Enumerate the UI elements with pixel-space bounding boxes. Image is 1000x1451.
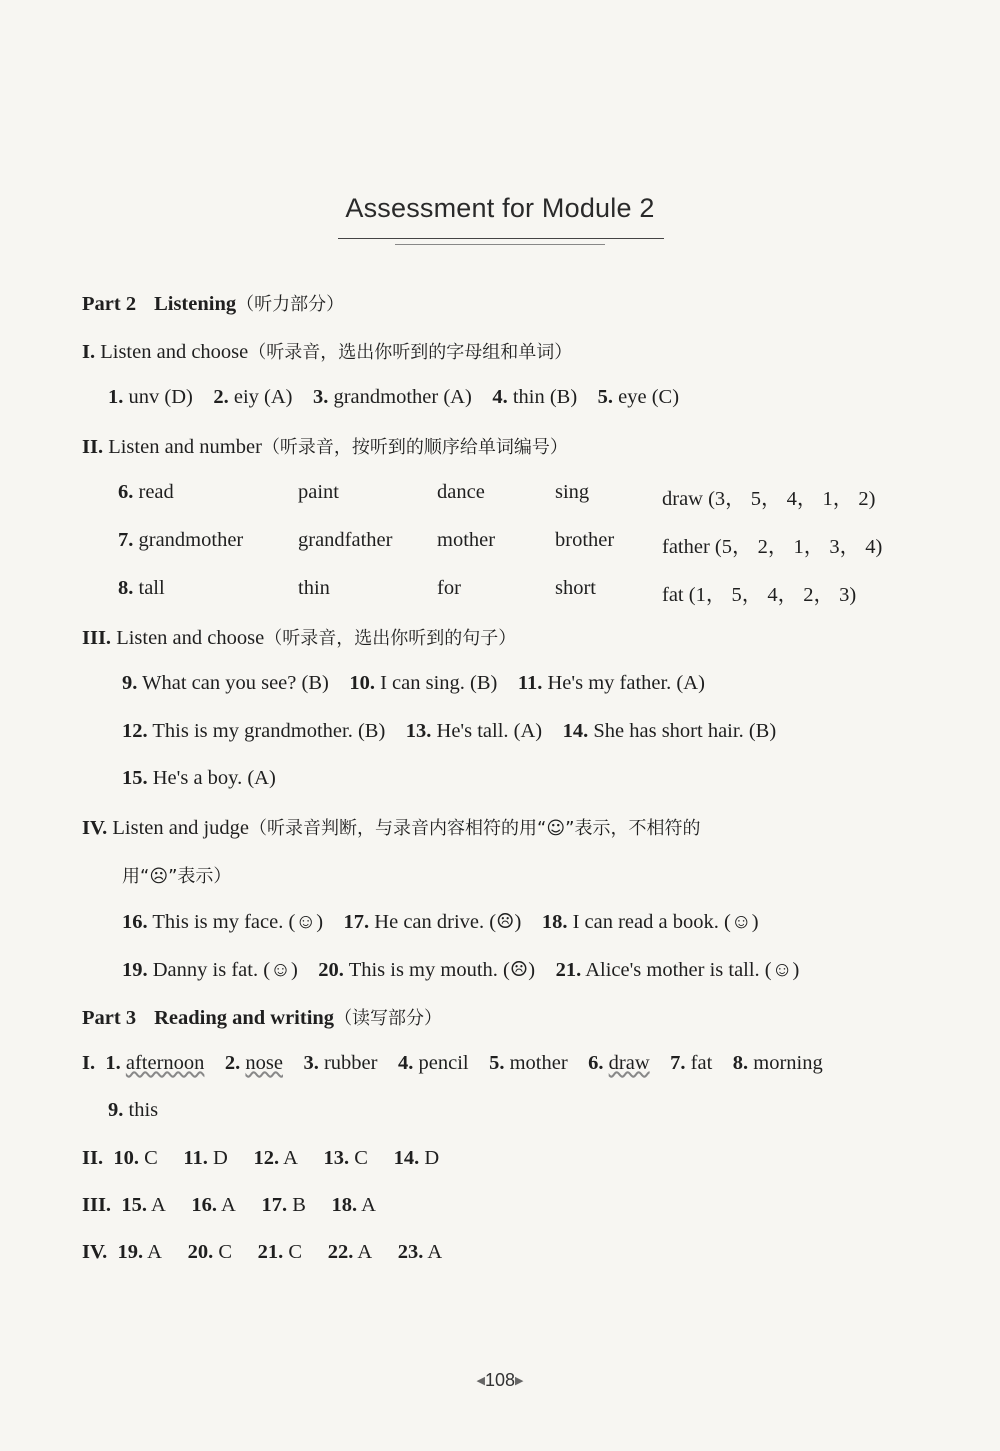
item-answer: nose: [245, 1052, 283, 1074]
part2-cn: （听力部分）: [236, 294, 345, 315]
item-answer: unv (D): [128, 386, 193, 408]
item-answer: C: [354, 1147, 368, 1169]
section-roman: I.: [82, 341, 96, 363]
item-number: 11.: [183, 1147, 208, 1169]
item-number: 15.: [121, 1194, 147, 1216]
item-number: 19.: [117, 1241, 144, 1263]
item-answer: A: [427, 1241, 443, 1263]
answer-row: [108, 386, 679, 409]
item-number: 9.: [108, 1099, 124, 1121]
item-number: 14.: [393, 1147, 420, 1169]
item-number: 11.: [517, 672, 543, 694]
table-cell: [118, 529, 243, 552]
item-answer: fat: [690, 1052, 713, 1074]
answer-row: [122, 720, 776, 743]
title-underline-secondary: [395, 244, 605, 245]
word: for: [437, 577, 461, 599]
word: brother: [555, 529, 615, 551]
answer-row: [82, 1194, 376, 1217]
item-answer: He can drive. (☹): [374, 911, 522, 933]
item-number: 16.: [191, 1194, 217, 1216]
item-answer: He's tall. (A): [436, 720, 543, 742]
word: grandmother: [138, 529, 244, 551]
item-number: 6.: [588, 1052, 604, 1074]
word: tall: [138, 577, 165, 599]
item-number: 6.: [118, 481, 134, 503]
word: father (5， 2， 1， 3， 4): [662, 536, 883, 558]
part3-name: Reading and writing: [154, 1007, 335, 1029]
answer-row: [82, 1147, 439, 1170]
item-number: 2.: [213, 386, 229, 408]
part3-cn: （读写部分）: [334, 1008, 443, 1029]
item-answer: This is my mouth. (☹): [348, 959, 536, 981]
item-number: 5.: [489, 1052, 505, 1074]
item-answer: C: [288, 1241, 303, 1263]
item-answer: morning: [753, 1052, 823, 1074]
section-text: Listen and choose: [100, 341, 249, 363]
section-roman: III.: [82, 1194, 112, 1216]
item-number: 19.: [122, 959, 148, 981]
item-number: 1.: [105, 1052, 121, 1074]
item-number: 20.: [318, 959, 344, 981]
item-answer: D: [424, 1147, 440, 1169]
title-underline: [338, 238, 664, 239]
item-answer: C: [144, 1147, 158, 1169]
section-roman: I.: [82, 1052, 96, 1074]
section-roman: II.: [82, 1147, 104, 1169]
item-number: 4.: [492, 386, 508, 408]
item-number: 12.: [122, 720, 148, 742]
item-number: 16.: [122, 911, 148, 933]
part2-label: Part 2: [82, 293, 137, 315]
section-heading: [82, 814, 700, 840]
word: short: [555, 577, 596, 599]
part3-label: Part 3: [82, 1007, 137, 1029]
item-answer: He's a boy. (A): [152, 767, 276, 789]
item-number: 9.: [122, 672, 138, 694]
item-answer: I can read a book. (☺): [572, 911, 759, 933]
item-number: 10.: [113, 1147, 139, 1169]
item-answer: afternoon: [125, 1052, 205, 1074]
section-cn: （听录音判断，与录音内容相符的用“☺”表示，不相符的: [249, 818, 701, 839]
item-answer: She has short hair. (B): [593, 720, 777, 742]
item-answer: this: [128, 1099, 159, 1121]
answer-row: [122, 672, 705, 695]
section-heading: [82, 338, 572, 364]
item-answer: Alice's mother is tall. (☺): [585, 959, 800, 981]
item-number: 18.: [541, 911, 568, 933]
section-text: Listen and choose: [116, 627, 265, 649]
item-answer: This is my face. (☺): [152, 911, 324, 933]
section-roman: IV.: [82, 1241, 108, 1263]
word: sing: [555, 481, 590, 503]
item-answer: A: [361, 1194, 376, 1216]
item-answer: A: [357, 1241, 373, 1263]
item-number: 10.: [349, 672, 375, 694]
item-number: 17.: [343, 911, 370, 933]
word: read: [138, 481, 174, 503]
section-roman: IV.: [82, 817, 108, 839]
item-answer: A: [283, 1147, 298, 1169]
section-cn-continued: 用“☹”表示）: [122, 866, 232, 887]
item-answer: grandmother (A): [333, 386, 472, 408]
word: fat (1， 5， 4， 2， 3): [662, 584, 857, 606]
item-number: 13.: [323, 1147, 350, 1169]
item-answer: Danny is fat. (☺): [152, 959, 298, 981]
part2-name: Listening: [154, 293, 237, 315]
item-number: 7.: [118, 529, 134, 551]
item-number: 18.: [331, 1194, 358, 1216]
section-text: Listen and number: [108, 436, 262, 458]
table-cell: [118, 577, 165, 600]
left-triangle-icon: ◀: [476, 1375, 485, 1387]
item-number: 21.: [555, 959, 582, 981]
section-heading: [82, 624, 516, 650]
item-number: 12.: [253, 1147, 280, 1169]
section-roman: III.: [82, 627, 112, 649]
item-number: 13.: [405, 720, 432, 742]
word: thin: [298, 577, 330, 599]
item-number: 4.: [398, 1052, 414, 1074]
item-answer: A: [150, 1194, 166, 1216]
section-cn: （听录音，选出你听到的句子）: [264, 628, 517, 649]
item-answer: eye (C): [618, 386, 680, 408]
item-answer: This is my grandmother. (B): [152, 720, 386, 742]
item-answer: A: [221, 1194, 236, 1216]
item-answer: draw: [608, 1052, 650, 1074]
item-number: 5.: [597, 386, 614, 408]
item-number: 1.: [108, 386, 124, 408]
item-number: 3.: [312, 386, 329, 408]
item-number: 7.: [670, 1052, 686, 1074]
item-number: 8.: [118, 577, 134, 599]
item-answer: eiy (A): [233, 386, 293, 408]
item-number: 8.: [732, 1052, 749, 1074]
answer-row: [122, 767, 276, 790]
item-answer: What can you see? (B): [142, 672, 329, 694]
page-number: [0, 1370, 1000, 1391]
answer-row: [122, 957, 799, 982]
answer-row: [122, 909, 759, 934]
word: dance: [437, 481, 485, 503]
answer-row: [108, 1099, 158, 1122]
item-answer: He's my father. (A): [547, 672, 705, 694]
item-answer: C: [218, 1241, 233, 1263]
item-answer: pencil: [418, 1052, 469, 1074]
item-answer: D: [213, 1147, 228, 1169]
item-number: 15.: [122, 767, 148, 789]
page-number-text: 108: [484, 1370, 516, 1390]
answer-row: [82, 1241, 442, 1264]
item-number: 2.: [224, 1052, 241, 1074]
item-number: 3.: [303, 1052, 319, 1074]
section-cn: （听录音，按听到的顺序给单词编号）: [261, 437, 568, 458]
table-cell: [118, 481, 174, 504]
part2-heading: [82, 290, 344, 316]
section-cn: （听录音，选出你听到的字母组和单词）: [248, 342, 573, 363]
item-answer: I can sing. (B): [380, 672, 498, 694]
word: grandfather: [298, 529, 393, 551]
item-number: 23.: [397, 1241, 424, 1263]
answer-row: [82, 1052, 823, 1075]
section-heading: [82, 433, 568, 459]
word: mother: [437, 529, 496, 551]
item-number: 14.: [562, 720, 589, 742]
page-title: Assessment for Module 2: [345, 193, 655, 223]
item-number: 21.: [257, 1241, 284, 1263]
right-triangle-icon: ▶: [515, 1375, 524, 1387]
item-number: 22.: [327, 1241, 354, 1263]
part3-heading: [82, 1004, 442, 1030]
word: draw (3， 5， 4， 1， 2): [662, 488, 876, 510]
item-answer: mother: [509, 1052, 568, 1074]
item-answer: thin (B): [512, 386, 578, 408]
item-answer: B: [292, 1194, 306, 1216]
word: paint: [298, 481, 339, 503]
item-number: 20.: [187, 1241, 214, 1263]
item-number: 17.: [261, 1194, 288, 1216]
section-roman: II.: [82, 436, 104, 458]
item-answer: A: [147, 1241, 162, 1263]
item-answer: rubber: [323, 1052, 378, 1074]
section-text: Listen and judge: [112, 817, 250, 839]
